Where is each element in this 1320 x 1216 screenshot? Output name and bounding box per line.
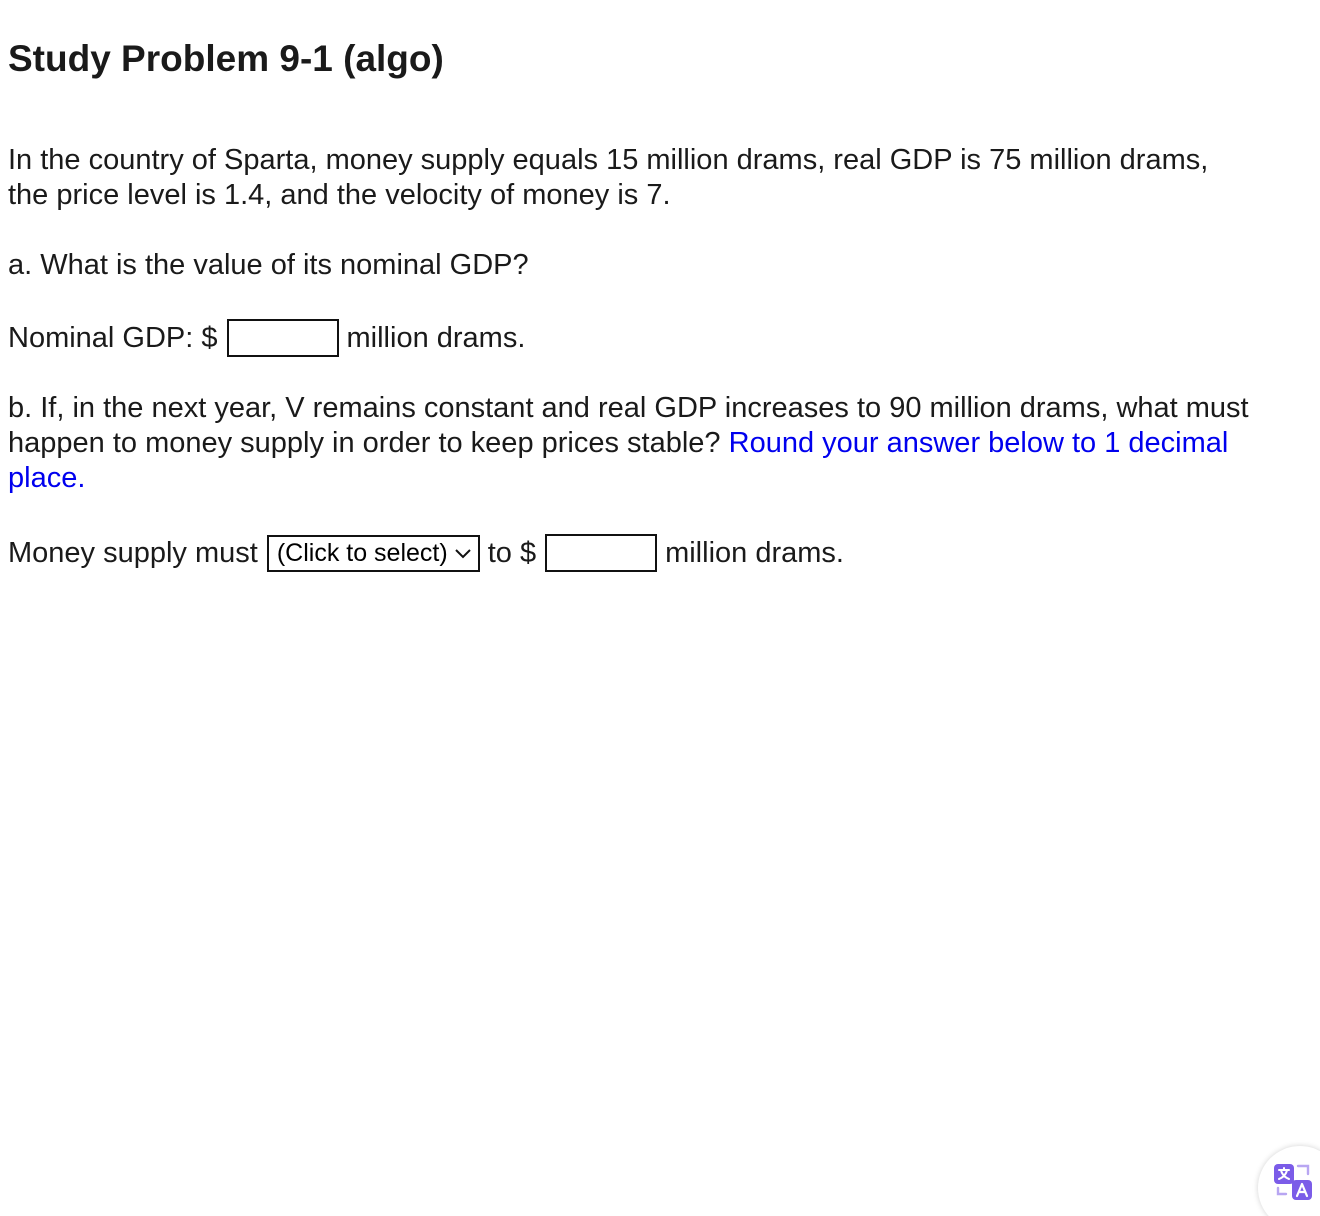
connector-text: to $ xyxy=(487,536,537,569)
part-a-answer-row xyxy=(8,318,525,358)
translate-icon xyxy=(1272,1162,1316,1202)
problem-intro: In the country of Sparta, money supply equals 15 million drams, real GDP is 75 million drams, the price level is 1.4, and the velocity of money is 7. xyxy=(8,144,1209,211)
chevron-down-icon xyxy=(454,547,472,559)
part-b-question xyxy=(8,391,1258,496)
rounding-instruction: Round your answer below to 1 decimal place. xyxy=(8,427,1229,494)
part-b-answer-row xyxy=(8,532,844,574)
part-a-question: a. What is the value of its nominal GDP? xyxy=(8,249,529,281)
nominal-gdp-unit: million drams. xyxy=(346,321,526,354)
money-supply-unit: million drams. xyxy=(665,536,844,569)
translate-button[interactable] xyxy=(1258,1146,1320,1216)
page-title: Study Problem 9-1 (algo) xyxy=(8,38,444,79)
money-supply-input[interactable] xyxy=(545,534,657,572)
direction-select-value: (Click to select) xyxy=(276,538,448,567)
part-b-question-text: b. If, in the next year, V remains constant and real GDP increases to 90 million drams, what must happen to money supply in order to keep prices stable? xyxy=(8,392,1249,459)
direction-select[interactable] xyxy=(267,535,480,572)
money-supply-label: Money supply must xyxy=(8,536,258,569)
nominal-gdp-label: Nominal GDP: $ xyxy=(8,321,218,354)
nominal-gdp-input[interactable] xyxy=(227,319,339,357)
